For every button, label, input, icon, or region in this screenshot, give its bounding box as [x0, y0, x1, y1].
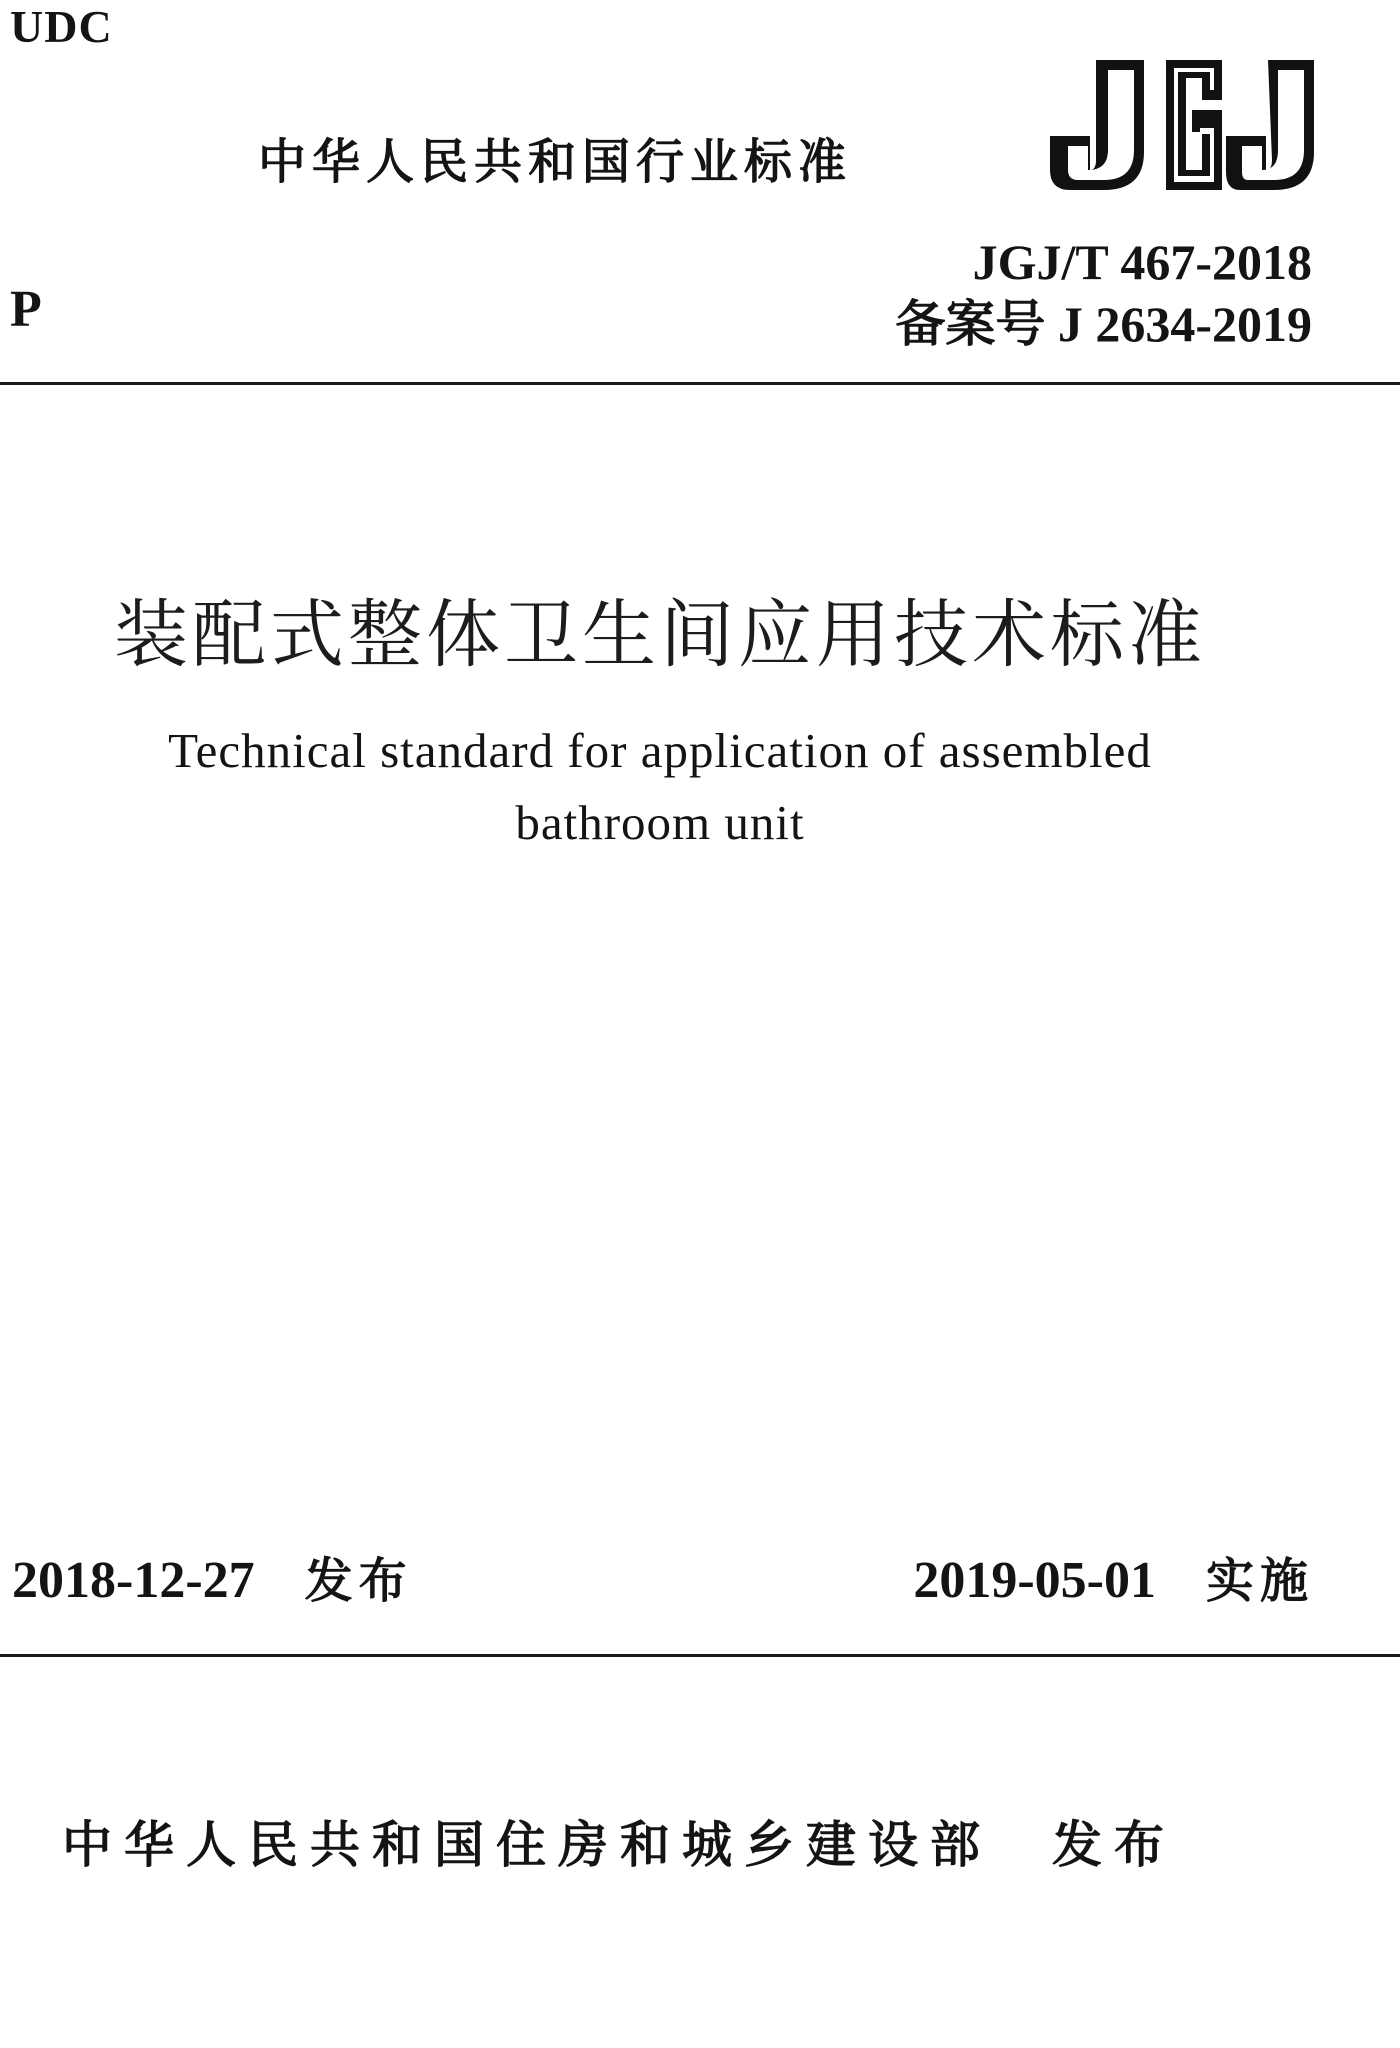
issue-label: 发布 [304, 1553, 413, 1609]
jgj-logo [1046, 56, 1316, 194]
bottom-divider [0, 1654, 1400, 1657]
implementation-date: 2019-05-01 [913, 1552, 1156, 1609]
issue-date-line [12, 1548, 413, 1614]
title-chinese: 装配式整体卫生间应用技术标准 [114, 592, 1206, 678]
udc-label: UDC [10, 1, 113, 52]
classification-code: P [10, 281, 42, 338]
logo-letter-g [1166, 60, 1222, 190]
publisher-line [62, 1812, 1176, 1878]
issue-date: 2018-12-27 [12, 1552, 255, 1609]
record-number: 备案号 J 2634-2019 [895, 296, 1312, 352]
implementation-date-line [913, 1548, 1314, 1614]
standard-number: JGJ/T 467-2018 [972, 234, 1312, 290]
top-divider [0, 382, 1400, 385]
title-english-line-1: Technical standard for application of assembled [168, 723, 1152, 778]
logo-letter-j-right [1226, 60, 1314, 190]
publish-label: 发布 [1052, 1816, 1176, 1874]
implementation-label: 实施 [1205, 1553, 1314, 1609]
industry-standard-heading: 中华人民共和国行业标准 [258, 134, 853, 190]
publisher-name: 中华人民共和国住房和城乡建设部 [62, 1816, 992, 1874]
title-english-line-2: bathroom unit [515, 795, 805, 850]
logo-letter-j-left [1050, 60, 1144, 190]
